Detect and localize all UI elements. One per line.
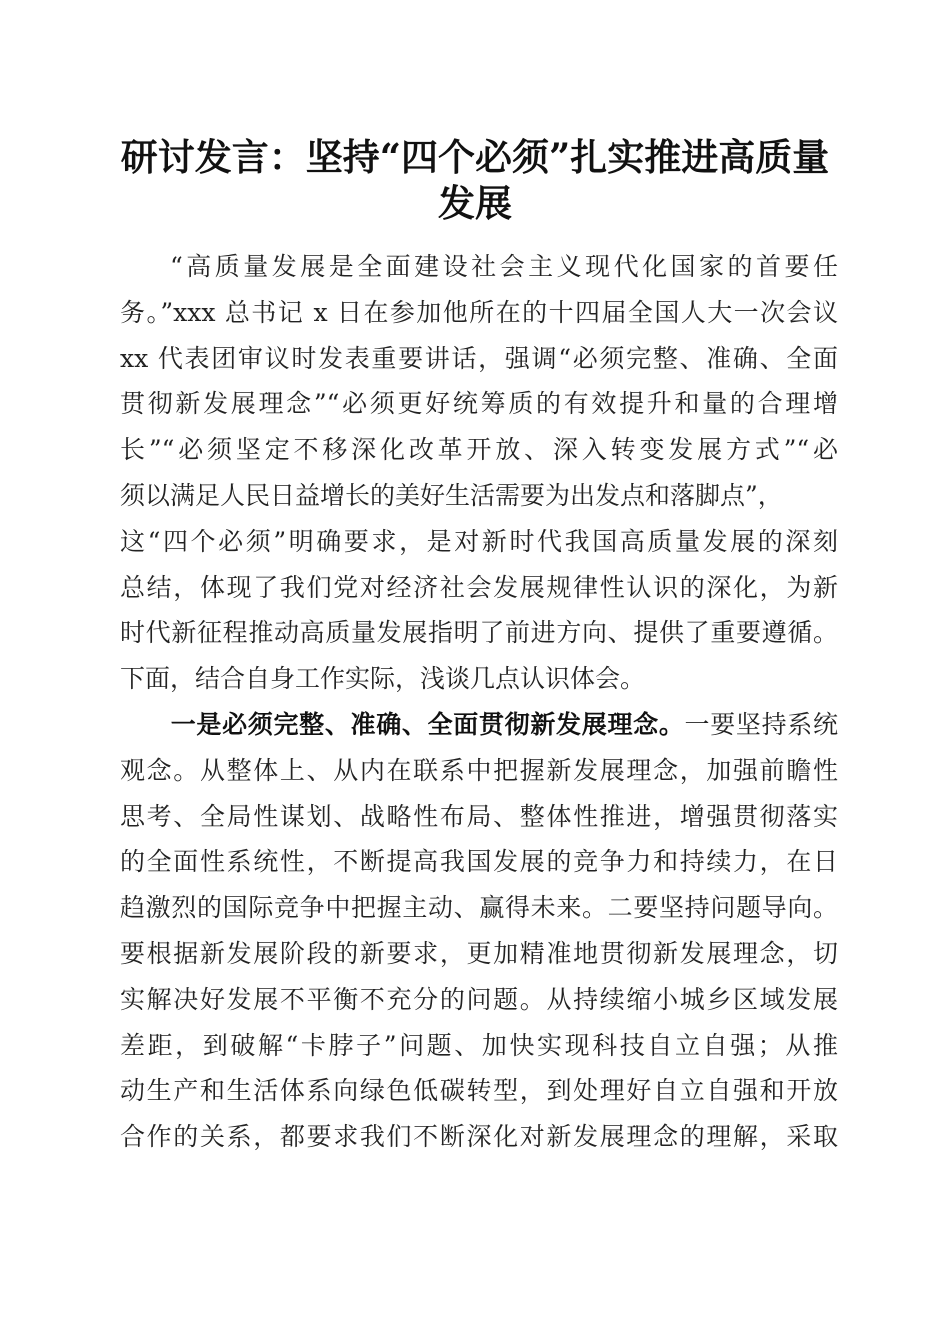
paragraph-1-line: 长”“必须坚定不移深化改革开放、深入转变发展方式”“必 [120,435,838,465]
paragraph-2-line: 要根据新发展阶段的新要求，更加精准地贯彻新发展理念，切 [120,938,838,968]
document-title [100,134,850,226]
title-line-1: 研讨发言：坚持“四个必须”扎实推进高质量 [120,135,830,179]
paragraph-1-line: 这“四个必须”明确要求，是对新时代我国高质量发展的深刻 [120,526,838,556]
paragraph-1-line: 总结，体现了我们党对经济社会发展规律性认识的深化，为新 [120,572,838,602]
paragraph-2-line: 观念。从整体上、从内在联系中把握新发展理念，加强前瞻性 [120,755,838,785]
paragraph-2-line: 动生产和生活体系向绿色低碳转型，到处理好自立自强和开放 [120,1076,838,1106]
paragraph-1-line: 下面，结合自身工作实际，浅谈几点认识体会。 [120,664,646,694]
paragraph-1-line: 时代新征程推动高质量发展指明了前进方向、提供了重要遵循。 [120,618,838,648]
paragraph-2-line: 实解决好发展不平衡不充分的问题。从持续缩小城乡区域发展 [120,984,838,1014]
paragraph-1-line: 务。”xxx 总书记 x 日在参加他所在的十四届全国人大一次会议 [120,297,838,327]
paragraph-2-heading: 一是必须完整、准确、全面贯彻新发展理念。 [170,709,685,739]
paragraph-2-line: 差距，到破解“卡脖子”问题、加快实现科技自立自强；从推 [120,1030,838,1060]
paragraph-1-line: 须以满足人民日益增长的美好生活需要为出发点和落脚点”， [120,480,783,510]
paragraph-1-line: 贯彻新发展理念”“必须更好统筹质的有效提升和量的合理增 [120,389,838,419]
paragraph-2-line: 思考、全局性谋划、战略性布局、整体性推进，增强贯彻落实 [120,801,838,831]
document-body [120,244,838,1160]
paragraph-2-line: 合作的关系，都要求我们不断深化对新发展理念的理解，采取 [120,1122,838,1152]
paragraph-2-first-line: 一是必须完整、准确、全面贯彻新发展理念。一要坚持系统 [170,709,838,739]
paragraph-2-line: 趋激烈的国际竞争中把握主动、赢得未来。二要坚持问题导向。 [120,893,838,923]
paragraph-2-line: 的全面性系统性，不断提高我国发展的竞争力和持续力，在日 [120,847,838,877]
title-line-2: 发展 [438,181,512,225]
paragraph-1-line: “高质量发展是全面建设社会主义现代化国家的首要任 [170,252,838,281]
paragraph-1-line: xx 代表团审议时发表重要讲话，强调“必须完整、准确、全面 [120,343,838,373]
